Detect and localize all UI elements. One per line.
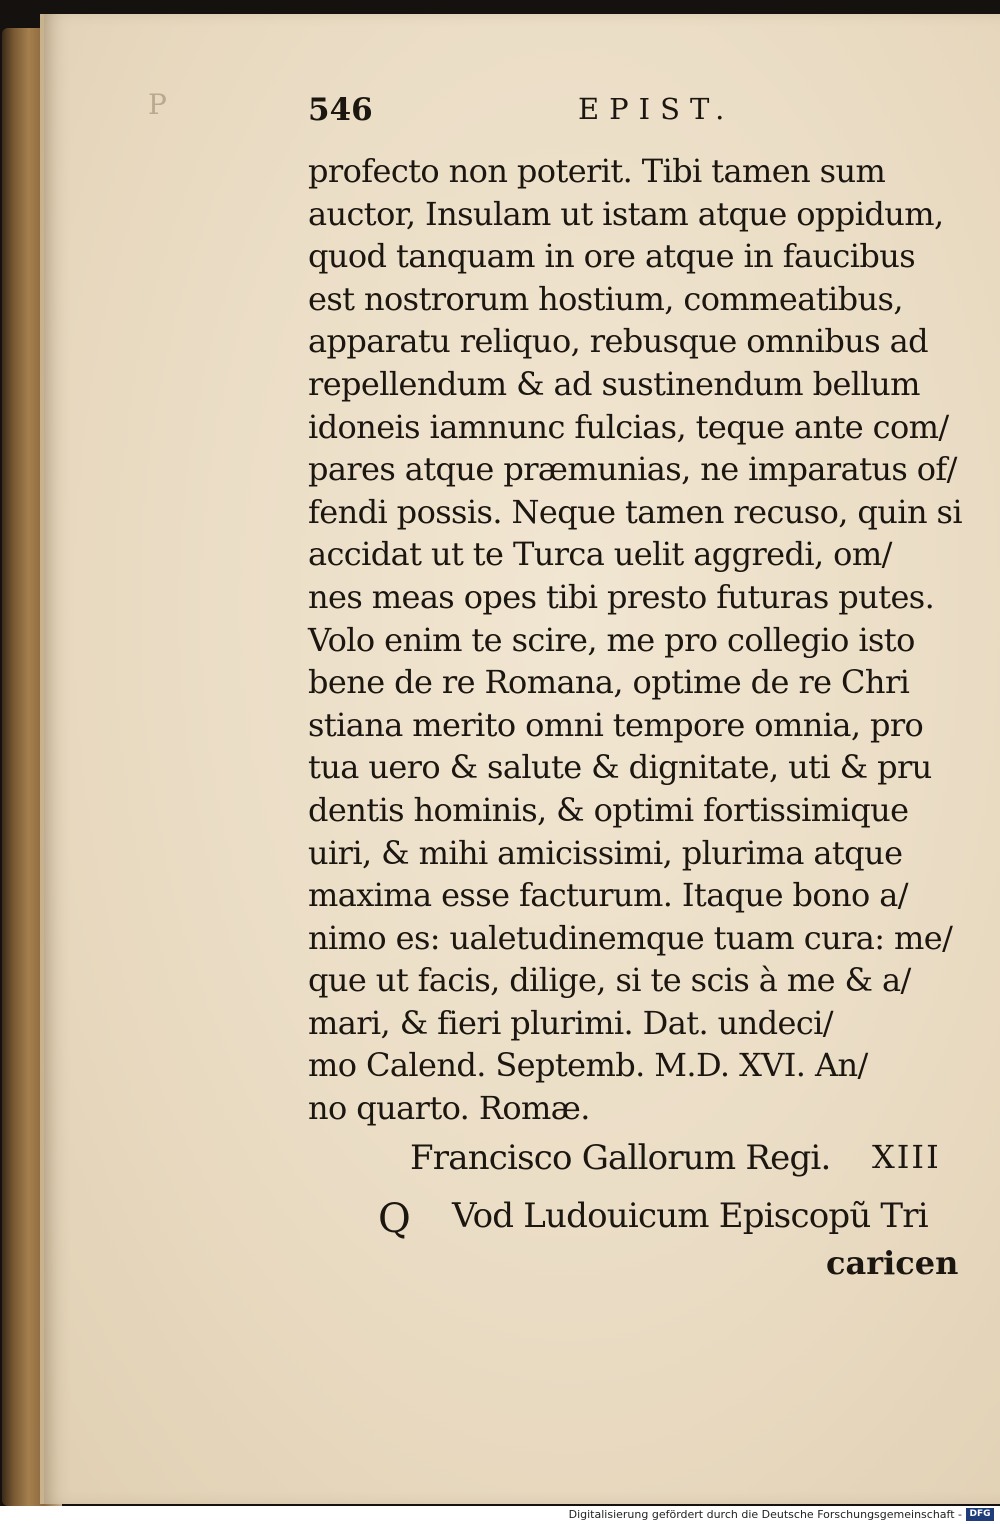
text-line: que ut facis, dilige, si te scis à me & a/ [308, 961, 911, 1000]
text-line: mo Calend. Septemb. M.D. XVI. An/ [308, 1046, 868, 1085]
catchword: caricen [826, 1244, 959, 1282]
text-line: no quarto. Romæ. [308, 1089, 590, 1128]
drop-initial: Q [378, 1196, 411, 1242]
text-line: apparatu reliquo, rebusque omnibus ad [308, 322, 929, 361]
text-line: bene de re Romana, optime de re Chri [308, 663, 910, 702]
pencil-marginal-mark: P [148, 88, 167, 121]
text-line: nes meas opes tibi presto futuras putes. [308, 577, 935, 616]
text-line: fendi possis. Neque tamen recuso, quin si [308, 492, 962, 531]
text-line: uiri, & mihi amicissimi, plurima atque [308, 833, 903, 872]
dfg-logo-icon: DFG [966, 1508, 994, 1521]
text-line: Volo enim te scire, me pro collegio isto [308, 620, 915, 659]
text-line: repellendum & ad sustinendum bellum [308, 364, 920, 403]
letter-body [308, 150, 962, 1130]
text-line: auctor, Insulam ut istam atque oppidum, [308, 194, 944, 233]
text-line: dentis hominis, & optimi fortissimique [308, 790, 909, 829]
text-line: idoneis iamnunc fulcias, teque ante com/ [308, 407, 949, 446]
text-line: accidat ut te Turca uelit aggredi, om/ [308, 535, 892, 574]
letter-number: XIII [872, 1138, 941, 1176]
text-line: stiana merito omni tempore omnia, pro [308, 705, 924, 744]
text-line: quod tanquam in ore atque in faucibus [308, 237, 916, 276]
footer-credit: Digitalisierung gefördert durch die Deutsche Forschungsgemeinschaft - [568, 1508, 962, 1521]
letter-heading: Francisco Gallorum Regi. [410, 1138, 831, 1178]
page-number: 546 [308, 92, 373, 128]
text-line: pares atque præmunias, ne imparatus of/ [308, 450, 957, 489]
text-line: est nostrorum hostium, commeatibus, [308, 279, 903, 318]
text-line: tua uero & salute & dignitate, uti & pru [308, 748, 932, 787]
text-line: maxima esse facturum. Itaque bono a/ [308, 876, 908, 915]
running-title: EPIST. [578, 92, 735, 126]
text-line: profecto non poterit. Tibi tamen sum [308, 152, 886, 190]
letter-first-line: Vod Ludouicum Episcopũ Tri [452, 1196, 928, 1236]
text-line: nimo es: ualetudinemque tuam cura: me/ [308, 918, 953, 957]
text-line: mari, & fieri plurimi. Dat. undeci/ [308, 1003, 833, 1042]
